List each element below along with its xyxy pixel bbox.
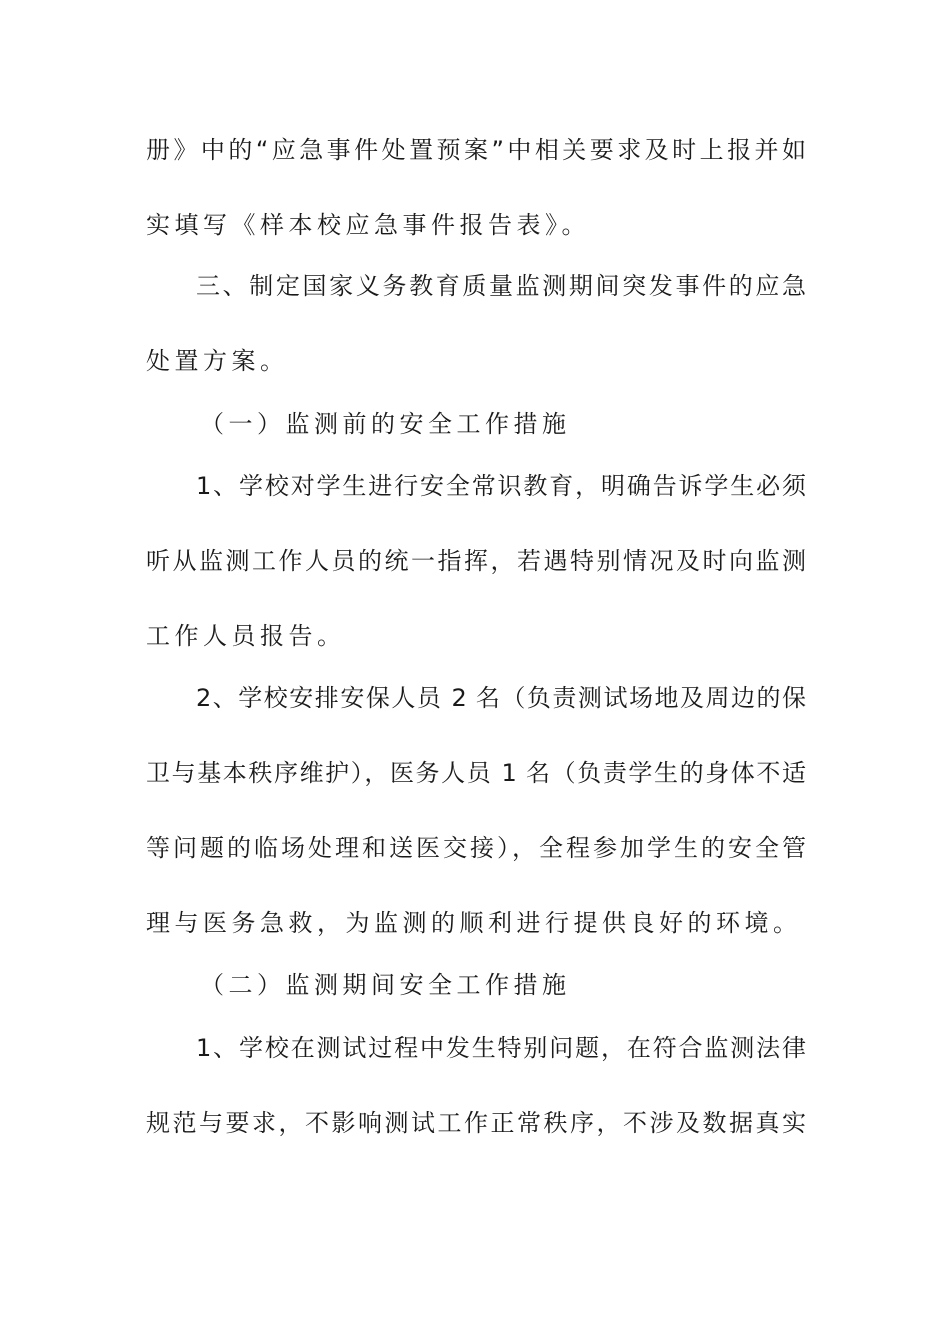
paragraph-line: 工作人员报告。 [146, 622, 346, 650]
paragraph-line: 实填写《样本校应急事件报告表》。 [146, 211, 590, 239]
paragraph-line: 规范与要求，不影响测试工作正常秩序，不涉及数据真实 [146, 1109, 806, 1137]
paragraph-line: 册》中的“应急事件处置预案”中相关要求及时上报并如 [146, 136, 806, 164]
subsection-heading: （一）监测前的安全工作措施 [200, 410, 571, 438]
paragraph-line: 等问题的临场处理和送医交接），全程参加学生的安全管 [146, 834, 806, 862]
paragraph-line: 1、学校对学生进行安全常识教育，明确告诉学生必须 [196, 472, 806, 500]
subsection-heading: （二）监测期间安全工作措施 [200, 971, 571, 999]
paragraph-line: 处置方案。 [146, 347, 289, 375]
paragraph-line: 理与医务急救，为监测的顺利进行提供良好的环境。 [146, 909, 802, 937]
paragraph-line: 1、学校在测试过程中发生特别问题，在符合监测法律 [196, 1034, 806, 1062]
paragraph-line: 卫与基本秩序维护），医务人员 1 名（负责学生的身体不适 [146, 759, 806, 787]
paragraph-line: 听从监测工作人员的统一指挥，若遇特别情况及时向监测 [146, 547, 806, 575]
paragraph-line: 2、学校安排安保人员 2 名（负责测试场地及周边的保 [196, 684, 806, 712]
section-heading: 三、制定国家义务教育质量监测期间突发事件的应急 [196, 272, 806, 300]
